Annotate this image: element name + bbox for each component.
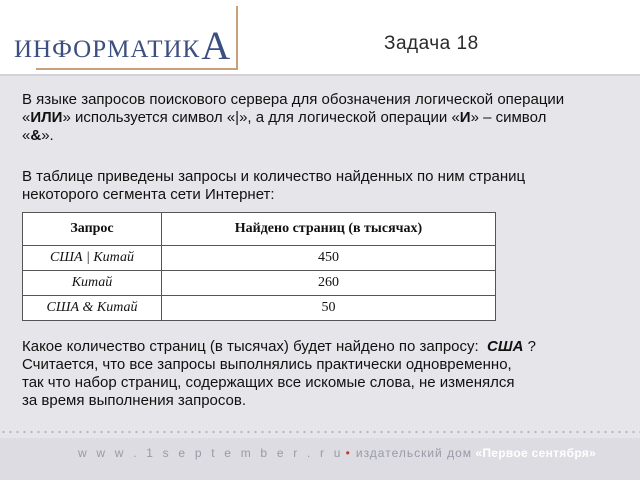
slide-header [0,0,640,74]
question-line-4: за время выполнения запросов. [22,392,247,409]
question-line-1 [22,338,536,356]
question-text: Какое количество страниц (в тысячах) будет найдено по запросу: [22,338,479,355]
and-operator: И [459,109,471,126]
footer-website: w w w . 1 s e p t e m b e r . r u [78,446,344,460]
table-intro-line-2: некоторого сегмента сети Интернет: [22,186,275,203]
informatika-logo [14,20,231,67]
question-line-3: так что набор страниц, содержащих все искомые слова, не изменялся [22,374,515,391]
statement-line-2-end: » – символ [470,109,547,126]
footer-dotted-divider [0,430,640,434]
table-header-row [23,213,496,246]
statement-line-3 [22,127,564,145]
logo-text: ИНФОРМАТИК [14,36,201,63]
footer-publisher: издательский дом [355,446,473,460]
table-intro [22,168,525,204]
question-mark: ? [527,338,536,355]
table-row [23,271,496,296]
ampersand-symbol: & [30,127,42,144]
footer-credits [78,446,596,460]
logo-frame-vertical [236,6,238,70]
logo-frame-horizontal [36,68,238,70]
footer-bullet: • [345,446,350,460]
quote-open-2: « [22,127,31,144]
table-intro-line-1: В таблице приведены запросы и количество найденных по ним страниц [22,168,526,185]
pages-cell: 50 [162,296,496,321]
pages-cell: 260 [162,271,496,296]
question-line-2: Считается, что все запросы выполнялись практически одновременно, [22,356,512,373]
header-divider [0,74,640,76]
query-cell: Китай [23,271,162,296]
table-row [23,246,496,271]
logo-last-letter: А [201,23,232,68]
problem-statement [22,91,564,145]
statement-line-2 [22,109,564,127]
query-cell: США & Китай [23,296,162,321]
quote-close-2: ». [41,127,54,144]
table-row [23,296,496,321]
footer-publisher-name: «Первое сентября» [475,446,597,460]
pages-cell: 450 [162,246,496,271]
question [22,338,536,410]
query-cell: США | Китай [23,246,162,271]
question-query: США [487,338,524,355]
queries-table [22,212,496,321]
or-operator: ИЛИ [30,109,63,126]
statement-line-1: В языке запросов поискового сервера для обозначения логической операции [22,91,565,108]
header-pages: Найдено страниц (в тысячах) [162,213,496,246]
header-query: Запрос [23,213,162,246]
quote-open: « [22,109,31,126]
statement-line-2-middle: » используется символ «|», а для логической операции « [62,109,460,126]
task-title: Задача 18 [384,33,479,54]
